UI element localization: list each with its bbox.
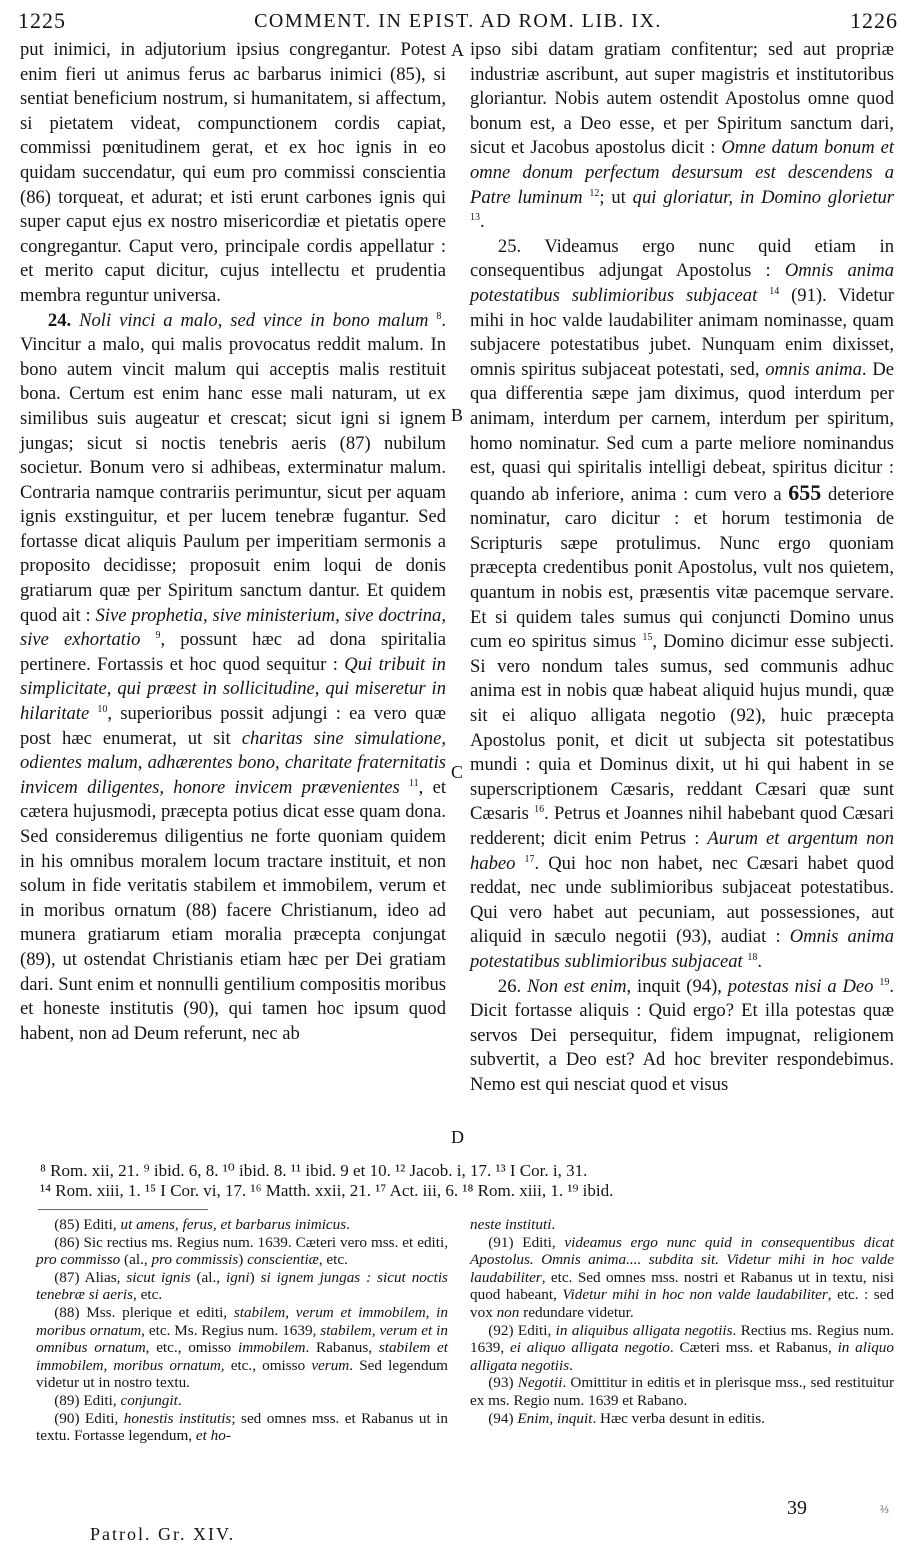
- note: (91) Editi, videamus ergo nunc quid in consequentibus dicat Apostolus. Omnis anima.... subdita sit. Videtur mihi in hoc valde laudabiliter, etc. Sed omnes mss. nostri et Rabanus ut in textu, nisi quod habeant, Videtur mihi in hoc non valde laudabiliter, etc. : sed vox non redundare videtur.: [470, 1233, 894, 1321]
- scripture-references: [40, 1161, 894, 1201]
- note: (86) Sic rectius ms. Regius num. 1639. Cæteri vero mss. et editi, pro commisso (al., pro commissis) conscientiæ, etc.: [36, 1233, 448, 1269]
- note: (85) Editi, ut amens, ferus, et barbarus inimicus.: [54, 1216, 350, 1233]
- notes-divider: [38, 1209, 208, 1210]
- margin-letter-d: D: [451, 1127, 464, 1147]
- critical-notes-right: [470, 1216, 894, 1427]
- paragraph: ipso sibi datam gratiam confitentur; sed aut propriæ industriæ ascribunt, aut super magistris et institutoribus gloriantur. Nobis autem ostendit Apostolus omne quod bonum est, a Deo esse, et per Spiritum sanctum dari, sicut et Jacobus apostolus dicit : Omne datum bonum et omne donum perfectum desursum est descendens a Patre luminum $^{12}$; ut qui gloriatur, in Domino glorietur $^{13}$.: [470, 39, 894, 233]
- paragraph: put inimici, in adjutorium ipsius congregantur. Potest enim fieri ut animus ferus ac barbarus inimici (85), si sentiat beneficium nostrum, si humanitatem, si affectum, si pietatem videat, compunctionem cordis capiat, commissi pœnitudinem gerat, et ex hoc ignis in eo quidam succendatur, qui eum pro commissi conscientia (86) torqueat, et adurat; et isti erunt carbones ignis qui super caput ejus ex nostro misericordiæ et pietatis opere congregantur. Caput vero, principale cordis appellatur : et merito caput dicitur, cujus intellectu et prudentia membra reguntur universa.: [20, 39, 446, 306]
- signature-number: 39: [787, 1497, 807, 1519]
- right-column-number: 1226: [850, 8, 898, 33]
- running-title: COMMENT. IN EPIST. AD ROM. LIB. IX.: [254, 10, 662, 32]
- margin-page-number: 655: [788, 479, 822, 505]
- reference-line: ¹⁴ Rom. xiii, 1. ¹⁵ I Cor. vi, 17. ¹⁶ Matth. xxii, 21. ¹⁷ Act. iii, 6. ¹⁸ Rom. xiii, 1. ¹⁹ ibid.: [40, 1181, 614, 1200]
- note: (94) Enim, inquit. Hæc verba desunt in editis.: [488, 1409, 765, 1427]
- right-column-text: [470, 38, 894, 1098]
- paragraph: 25. Videamus ergo nunc quid etiam in consequentibus adjungat Apostolus : Omnis anima potestatibus sublimioribus subjaceat $^{14}$ (91). Videtur mihi in hoc valde laudabiliter animam nominasse, quam subjacere potestatibus jubet. Nunquam enim dixisset, omnis spiritus subjaceat potestati, sed, omnis anima. De qua differentia sæpe jam diximus, quod interdum per animam, interdum per carnem, interdum per spiritum, homo nominatur. Sed cum a parte meliore nominandus est, quasi qui spiritalis intelligi debeat, spiritus dicitur : quando ab inferiore, anima : cum vero a 655 deteriore nominatur, caro dicitur : et horum testimonia de Scripturis sæpe protulimus. Nunc ergo quoniam præcepta credentibus ponit Apostolus, vult nos quietem, quantum in nobis est, præsentis vitæ pacemque servare. Et si quidem tales sumus qui conjuncti Domino unus cum eo spiritus simus $^{15}$, Domino dicimur esse subjecti. Si vero nondum tales sumus, sed communis adhuc anima est in nobis quæ habeat aliquid hujus mundi, quæ sit ei aliquo alligata negotio (92), huic præcepta Apostolus ponit, et dicit ut subjecta sit potestatibus mundi : quia et Dominus dixit, ut hi qui habent in se superscriptionem Cæsaris, reddant Cæsari quæ sunt Cæsaris $^{16}$. Petrus et Joannes nihil habebant quod Cæsari redderent; dicit enim Petrus : Aurum et argentum non habeo $^{17}$. Qui hoc non habet, nec Cæsari habet quod reddat, nec unde sublimioribus subjaceat potestatibus. Qui vero habet aut pecuniam, aut possessiones, aut aliquid in sæculo negotii (93), audiat : Omnis anima potestatibus sublimioribus subjaceat $^{18}$.: [470, 235, 895, 972]
- printer-mark: ⅔: [880, 1502, 889, 1516]
- margin-letter-a: A: [451, 40, 464, 60]
- running-header: [18, 8, 898, 38]
- note: (92) Editi, in aliquibus alligata negotiis. Rectius ms. Regius num. 1639, ei aliquo alligata negotio. Cæteri mss. et Rabanus, in aliquo alligata negotiis.: [470, 1321, 894, 1374]
- left-column-number: 1225: [18, 8, 66, 33]
- note: neste instituti.: [470, 1216, 556, 1233]
- margin-letter-c: C: [451, 762, 464, 782]
- left-column-text: [20, 38, 446, 1046]
- volume-signature: Patrol. Gr. XIV.: [90, 1524, 236, 1544]
- note: (87) Alias, sicut ignis (al., igni) si ignem jungas : sicut noctis tenebræ si aeris, etc.: [36, 1268, 448, 1304]
- reference-line: ⁸ Rom. xii, 21. ⁹ ibid. 6, 8. ¹⁰ ibid. 8. ¹¹ ibid. 9 et 10. ¹² Jacob. i, 17. ¹³ I Cor. i, 31.: [40, 1161, 588, 1180]
- note: (88) Mss. plerique et editi, stabilem, verum et immobilem, in moribus ornatum, etc. Ms. Regius num. 1639, stabilem, verum et in omnibus ornatum, etc., omisso immobilem. Rabanus, stabilem et immobilem, moribus ornatum, etc., omisso verum. Sed legendum videtur ut in nostro textu.: [36, 1303, 449, 1392]
- note: (93) Negotii. Omittitur in editis et in plerisque mss., sed restituitur ex ms. Regio num. 1639 et Rabano.: [470, 1374, 894, 1409]
- critical-notes-left: [36, 1216, 448, 1445]
- note: (89) Editi, conjungit.: [54, 1391, 182, 1409]
- note: (90) Editi, honestis institutis; sed omnes mss. et Rabanus ut in textu. Fortasse legendum, et ho-: [36, 1409, 448, 1445]
- paragraph: 24. Noli vinci a malo, sed vince in bono malum $^8$. Vincitur a malo, qui malis provocatus reddit malum. In bono autem vincit malum qui acceptis malis restituit bona. Certum est enim hanc esse mali naturam, ut ex similibus suis augeatur et crescat; sicut igni si ignem jungas; sicut si noctis tenebris aeris (87) nubilum societur. Bonum vero si adhibeas, exterminatur malum. Contraria namque contrariis perimuntur, sicut per aquam ignis exstinguitur, et per lucem tenebræ fugantur. Sed fortasse dicat aliquis Paulum per imperitiam sermonis a proposito decidisse; proposuit enim loqui de donis gratiarum quæ per Spiritum sanctum dantur. Et quidem quod ait : Sive prophetia, sive ministerium, sive doctrina, sive exhortatio $^9$, possunt hæc ad dona spiritalia pertinere. Fortassis et hoc quod sequitur : Qui tribuit in simplicitate, qui præest in sollicitudine, qui miseretur in hilaritate $^{10}$, superioribus possit adjungi : ea vero quæ post hæc enumerat, ut sit charitas sine simulatione, odientes malum, adhærentes bono, charitate fraternitatis invicem diligentes, honore invicem prævenientes $^{11}$, et cætera hujusmodi, præcepta potius dicat esse quam dona. Sed consideremus diligentius ne forte quoniam quidem in his omnibus moralem locum tractare instituit, et non solum in fide veritatis stabilem et immobilem, verum et in moribus ornatum (88) facere Christianum, ideo ad munera gratiarum etiam moralia præcepta conjungat (89), ut ostendat Christianis etiam hæc per Dei gratiam dari. Sunt enim et nonnulli gentilium compositis moribus et honeste institutis (90), qui tamen hoc ipsum quod habent, non ad Deum referunt, nec ab: [20, 309, 447, 1044]
- paragraph: 26. Non est enim, inquit (94), potestas nisi a Deo $^{19}$. Dicit fortasse aliquis : Quid ergo? Et illa potestas quæ servos Dei persequitur, fidem impugnat, religionem subvertit, a Deo est? Ad hoc breviter respondebimus. Nemo est qui nesciat quod et visus: [470, 975, 895, 1095]
- margin-letter-b: B: [451, 405, 464, 425]
